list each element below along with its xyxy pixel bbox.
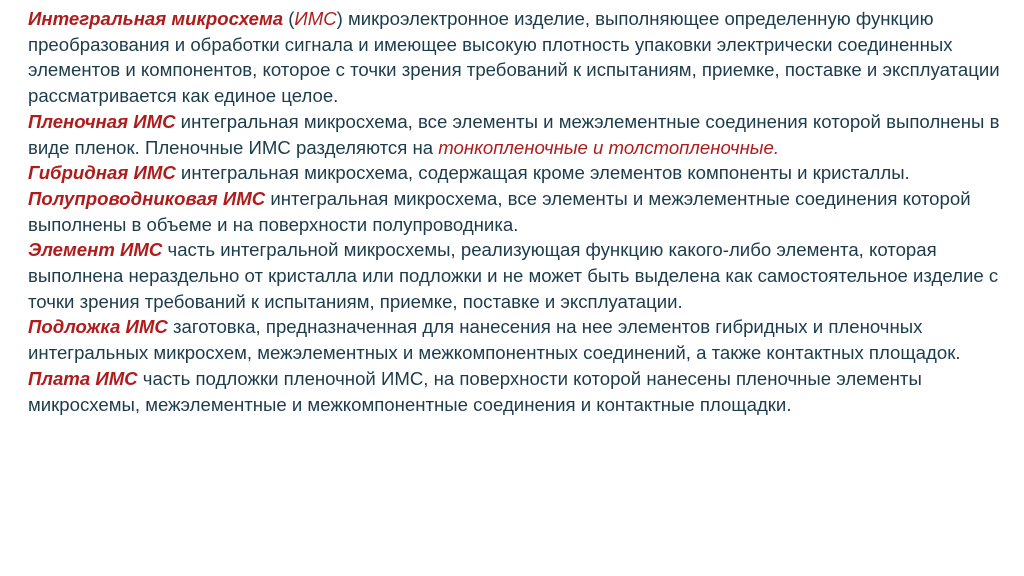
definition-text: интегральная микросхема, все элементы и межэлементные соединения которой выполнены в виде пленок. Пленочные ИМС разделяются на (28, 110, 1000, 158)
definition-text: интегральная микросхема, все элементы и межэлементные соединения которой выполнены в объеме и на поверхности полупроводника. (28, 187, 971, 235)
term-hybrid-ic: Гибридная ИМС (28, 162, 176, 184)
definition-ic-element (28, 237, 1013, 314)
definition-film-ic (28, 109, 1013, 160)
abbr-ims: ИМС (294, 8, 337, 29)
definition-text: интегральная микросхема, содержащая кроме элементов компоненты и кристаллы. (175, 162, 910, 184)
highlight-thin-thick-film: тонкопленочные и толстопленочные. (438, 136, 779, 158)
definition-ic-board (28, 366, 1013, 417)
term-film-ic: Пленочная ИМС (28, 110, 176, 132)
abbr-open: ( (283, 8, 295, 29)
abbr-close: ) (336, 8, 343, 29)
definition-integrated-circuit (28, 6, 1013, 109)
definition-ic-substrate (28, 314, 1013, 365)
definitions-text (28, 6, 1013, 417)
definition-text: заготовка, предназначенная для нанесения на нее элементов гибридных и пленочных интегральных микросхем, межэлементных и межкомпонентных соединений, а также контактных площадок. (28, 316, 961, 364)
definition-hybrid-ic (28, 160, 1013, 186)
definition-text: часть подложки пленочной ИМС, на поверхности которой нанесены пленочные элементы микросхемы, межэлементные и межкомпонентные соединения и контактные площадки. (28, 367, 922, 415)
term-ic-board: Плата ИМС (28, 367, 138, 389)
term-ic-substrate: Подложка ИМС (28, 316, 168, 338)
term-semiconductor-ic: Полупроводниковая ИМС (28, 187, 266, 209)
term-integrated-circuit: Интегральная микросхема (28, 8, 284, 29)
definition-semiconductor-ic (28, 186, 1013, 237)
definition-text: часть интегральной микросхемы, реализующая функцию какого-либо элемента, которая выполнена нераздельно от кристалла или подложки и не может быть выделена как самостоятельное изделие с точки зрения требований к испытаниям, приемке, поставке и эксплуатации. (28, 239, 999, 312)
definition-text: микроэлектронное изделие, выполняющее определенную функцию преобразования и обработки сигнала и имеющее высокую плотность упаковки электрически соединенных элементов и компонентов, которое с точки зрения требований к испытаниям, приемке, поставке и эксплуатации рассматривается как единое целое. (28, 8, 1000, 107)
term-ic-element: Элемент ИМС (28, 239, 163, 261)
